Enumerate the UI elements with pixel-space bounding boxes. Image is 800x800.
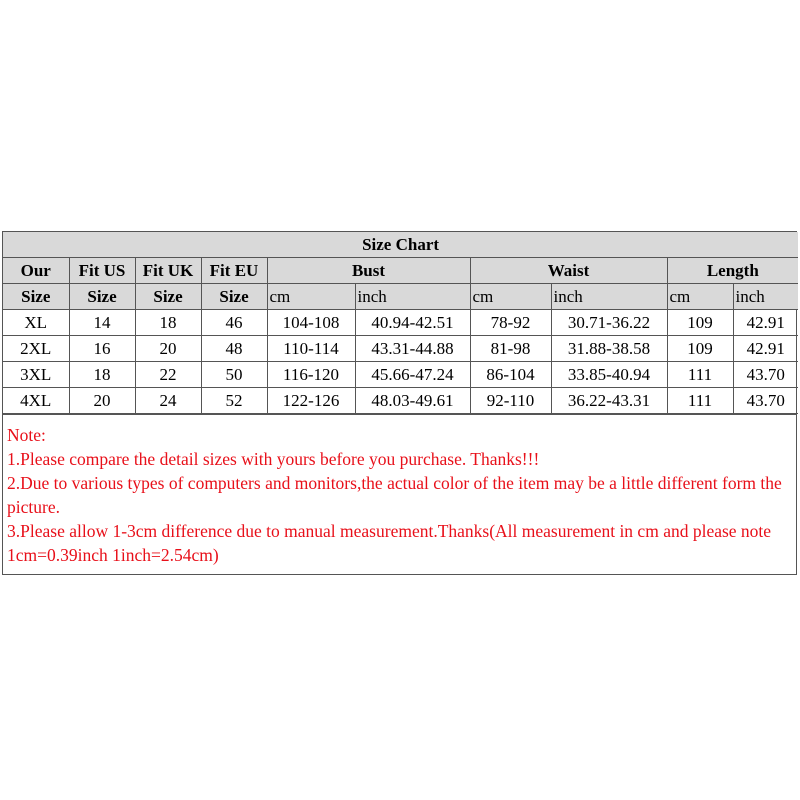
cell-bust-cm: 116-120 — [267, 362, 355, 388]
note-item: 3.Please allow 1-3cm difference due to manual measurement.Thanks(All measurement in cm and please note 1cm=0.39inch 1inch=2.54cm) — [7, 521, 772, 565]
size-table — [3, 232, 798, 414]
cell-length-inch: 43.70 — [733, 388, 798, 414]
cell-length-cm: 111 — [667, 388, 733, 414]
cell-length-cm: 109 — [667, 336, 733, 362]
cell-fit-us: 20 — [69, 388, 135, 414]
header-bust-cm: cm — [267, 284, 355, 310]
header-waist-cm: cm — [470, 284, 551, 310]
cell-fit-us: 14 — [69, 310, 135, 336]
cell-bust-inch: 48.03-49.61 — [355, 388, 470, 414]
cell-waist-cm: 86-104 — [470, 362, 551, 388]
cell-our-size: XL — [3, 310, 69, 336]
cell-fit-eu: 46 — [201, 310, 267, 336]
cell-bust-inch: 45.66-47.24 — [355, 362, 470, 388]
cell-waist-cm: 78-92 — [470, 310, 551, 336]
header-waist: Waist — [470, 258, 667, 284]
cell-waist-inch: 36.22-43.31 — [551, 388, 667, 414]
header-fit-us-size: Size — [69, 284, 135, 310]
cell-length-inch: 42.91 — [733, 310, 798, 336]
cell-fit-eu: 50 — [201, 362, 267, 388]
cell-length-cm: 109 — [667, 310, 733, 336]
cell-our-size: 2XL — [3, 336, 69, 362]
cell-fit-uk: 20 — [135, 336, 201, 362]
header-length-cm: cm — [667, 284, 733, 310]
note-item: 2.Due to various types of computers and monitors,the actual color of the item may be a little different form the picture. — [7, 473, 782, 517]
cell-waist-inch: 31.88-38.58 — [551, 336, 667, 362]
cell-waist-inch: 30.71-36.22 — [551, 310, 667, 336]
cell-fit-eu: 48 — [201, 336, 267, 362]
cell-length-inch: 43.70 — [733, 362, 798, 388]
header-waist-inch: inch — [551, 284, 667, 310]
header-fit-uk: Fit UK — [135, 258, 201, 284]
cell-bust-cm: 110-114 — [267, 336, 355, 362]
header-bust-inch: inch — [355, 284, 470, 310]
notes-heading: Note: — [7, 425, 46, 445]
table-row — [3, 310, 798, 336]
cell-waist-cm: 81-98 — [470, 336, 551, 362]
cell-length-inch: 42.91 — [733, 336, 798, 362]
header-bust: Bust — [267, 258, 470, 284]
cell-bust-inch: 43.31-44.88 — [355, 336, 470, 362]
cell-waist-inch: 33.85-40.94 — [551, 362, 667, 388]
notes-section — [3, 414, 796, 574]
header-fit-eu-size: Size — [201, 284, 267, 310]
cell-bust-inch: 40.94-42.51 — [355, 310, 470, 336]
table-title: Size Chart — [3, 232, 798, 258]
cell-fit-us: 16 — [69, 336, 135, 362]
cell-our-size: 4XL — [3, 388, 69, 414]
cell-fit-uk: 18 — [135, 310, 201, 336]
cell-fit-eu: 52 — [201, 388, 267, 414]
cell-fit-uk: 22 — [135, 362, 201, 388]
table-row — [3, 336, 798, 362]
header-fit-uk-size: Size — [135, 284, 201, 310]
cell-length-cm: 111 — [667, 362, 733, 388]
header-fit-us: Fit US — [69, 258, 135, 284]
header-length-inch: inch — [733, 284, 798, 310]
cell-fit-us: 18 — [69, 362, 135, 388]
cell-fit-uk: 24 — [135, 388, 201, 414]
cell-bust-cm: 104-108 — [267, 310, 355, 336]
table-row — [3, 362, 798, 388]
size-chart — [2, 231, 797, 575]
header-our-size: Size — [3, 284, 69, 310]
header-length: Length — [667, 258, 798, 284]
cell-waist-cm: 92-110 — [470, 388, 551, 414]
header-our: Our — [3, 258, 69, 284]
cell-our-size: 3XL — [3, 362, 69, 388]
table-row — [3, 388, 798, 414]
cell-bust-cm: 122-126 — [267, 388, 355, 414]
header-fit-eu: Fit EU — [201, 258, 267, 284]
note-item: 1.Please compare the detail sizes with yours before you purchase. Thanks!!! — [7, 449, 540, 469]
